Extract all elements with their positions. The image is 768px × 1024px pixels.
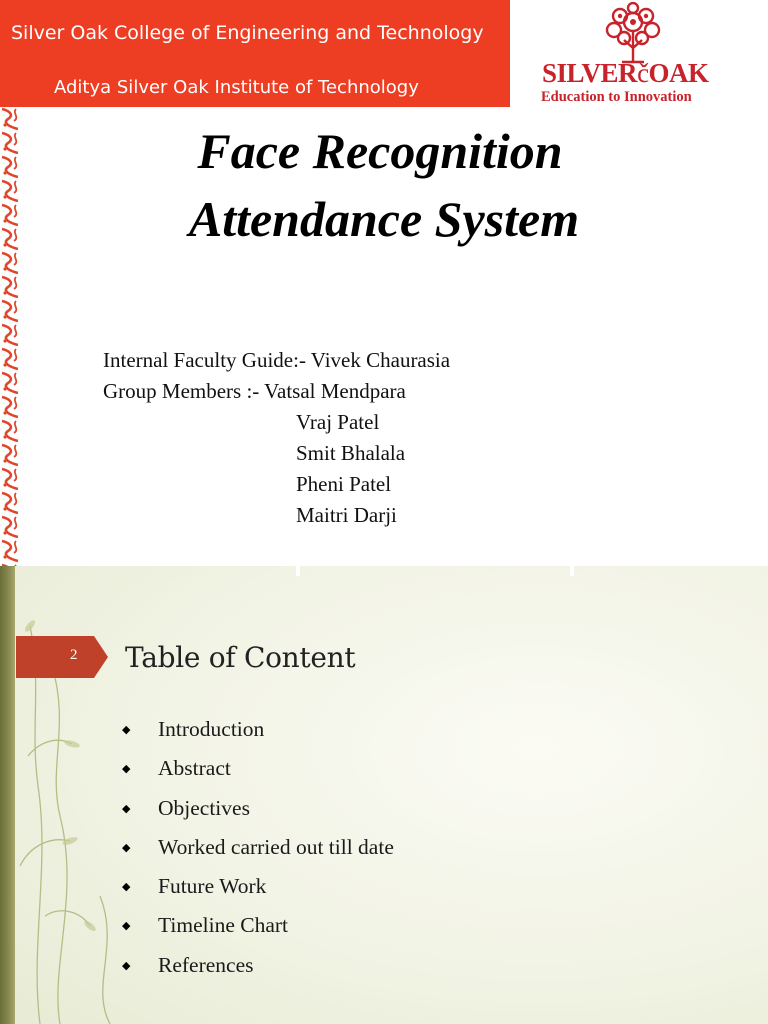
slide-title-line1: Face Recognition: [197, 123, 563, 179]
silver-oak-logo: [530, 0, 768, 107]
toc-item-label: Worked carried out till date: [158, 834, 394, 859]
table-of-content-slide: [0, 566, 768, 1024]
toc-item-label: Introduction: [158, 717, 265, 741]
diamond-bullet-icon: ◆: [122, 841, 131, 854]
diamond-bullet-icon: ◆: [122, 920, 131, 933]
faculty-guide: Internal Faculty Guide:- Vivek Chaurasia: [103, 348, 451, 372]
tree-logo-icon: [600, 2, 666, 66]
group-member: Vraj Patel: [296, 410, 380, 434]
institute-name: Aditya Silver Oak Institute of Technology: [54, 77, 419, 98]
slide-number-tab: [16, 636, 108, 678]
logo-word-oak: OAK: [648, 58, 709, 88]
diamond-bullet-icon: ◆: [122, 959, 131, 972]
college-header-band: [0, 0, 510, 107]
group-member: Smit Bhalala: [296, 441, 406, 465]
toc-item-label: Future Work: [158, 874, 267, 899]
toc-item-label: References: [158, 952, 254, 977]
diamond-bullet-icon: ◆: [122, 763, 131, 776]
logo-leaf-icon: č: [637, 58, 649, 88]
diamond-bullet-icon: ◆: [122, 724, 131, 736]
logo-tagline: Education to Innovation: [541, 89, 692, 105]
toc-item-label: Objectives: [158, 795, 250, 820]
group-member: Maitri Darji: [296, 503, 397, 527]
diamond-bullet-icon: ◆: [122, 881, 131, 894]
toc-item-label: Abstract: [158, 756, 231, 781]
group-members-label: Group Members :- Vatsal Mendpara: [103, 379, 406, 403]
vine-decoration: [0, 566, 140, 1024]
toc-heading: Table of Content: [125, 641, 356, 674]
logo-word-silver: SILVER: [542, 58, 638, 88]
group-member: Pheni Patel: [296, 472, 392, 496]
slide-number: 2: [70, 647, 78, 663]
toc-item-label: Timeline Chart: [158, 913, 288, 938]
slide-separator-tick: [296, 560, 300, 576]
logo-wordmark: [542, 58, 709, 89]
slide-separator-tick: [570, 560, 574, 576]
slide-title-line2: Attendance System: [188, 191, 580, 247]
college-name: Silver Oak College of Engineering and Technology: [11, 22, 484, 44]
diamond-bullet-icon: ◆: [122, 802, 131, 815]
